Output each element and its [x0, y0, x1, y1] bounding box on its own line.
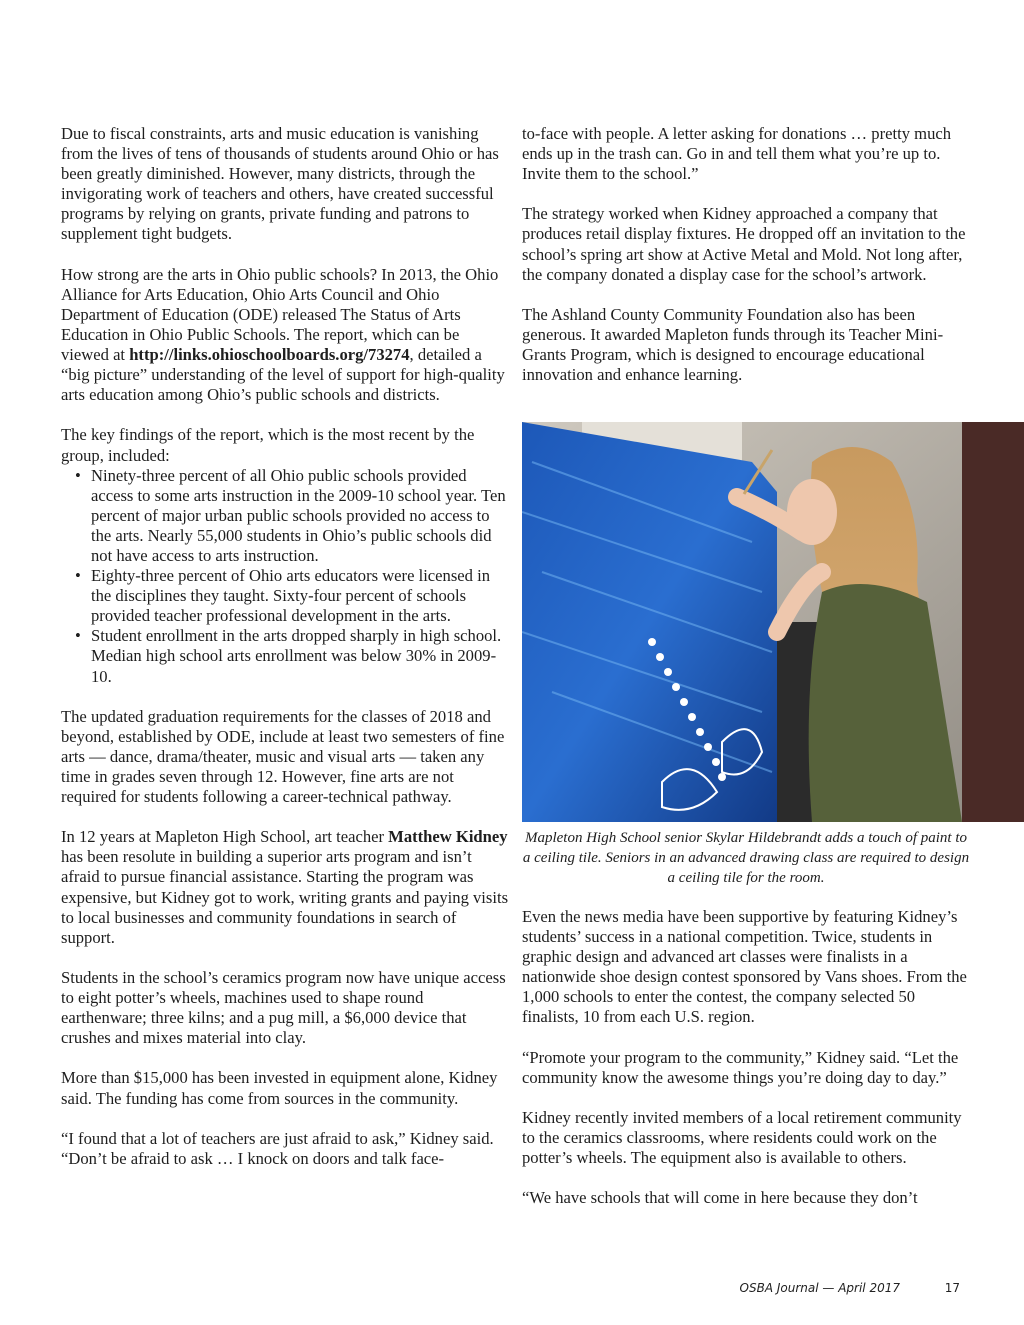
page-number: 17 [944, 1281, 960, 1295]
report-link: http://links.ohioschoolboards.org/73274 [129, 345, 410, 365]
list-item: • Ninety-three percent of all Ohio public schools provided access to some arts instruction in the 2009-10 school year. Ten percent of major urban public schools provided no access to the arts. Nearly 55,000 students in Ohio’s public schools did not have access to arts instruction. [61, 466, 511, 566]
strategy-paragraph: The strategy worked when Kidney approached a company that produces retail display fixtures. He dropped off an invitation to the school’s spring art show at Active Metal and Mold. Not long after, the company donated a display case for the school’s artwork. [522, 204, 966, 284]
findings-list [61, 466, 511, 687]
quote-paragraph: “I found that a lot of teachers are just afraid to ask,” Kidney said. “Don’t be afraid to ask … I knock on doors and talk face- [61, 1128, 494, 1168]
kidney-text-a: In 12 years at Mapleton High School, art teacher [61, 827, 389, 847]
student-painting-photo [522, 422, 1024, 822]
media-paragraph: Even the news media have been supportive by featuring Kidney’s students’ success in a national competition. Twice, students in graphic design and advanced art classes were finalists in a nationwide shoe design contest sponsored by Vans shoes. From the 1,000 schools to enter the contest, the company selected 50 finalists, 10 from each U.S. region. [522, 907, 967, 1027]
foundation-paragraph: The Ashland County Community Foundation also has been generous. It awarded Mapleton funds through its Teacher Mini-Grants Program, which is designed to encourage educational innovation and enhance learning. [522, 304, 944, 385]
left-column [61, 124, 511, 1189]
ceramics-paragraph: Students in the school’s ceramics program now have unique access to eight potter’s wheels, machines used to shape round earthenware; three kilns; and a pug mill, a $6,000 device that crushes and mixes material into clay. [61, 967, 506, 1048]
face-to-face-paragraph: to-face with people. A letter asking for donations … pretty much ends up in the trash can. Go in and tell them what you’re up to. Invite them to the school.” [522, 124, 952, 184]
right-column-bottom [522, 907, 970, 1229]
funding-paragraph: More than $15,000 has been invested in equipment alone, Kidney said. The funding has come from sources in the community. [61, 1068, 498, 1108]
kidney-text-b: has been resolute in building a superior arts program and isn’t afraid to pursue financial assistance. Starting the program was expensive, but Kidney got to work, writing grants and paying visits to local businesses and community foundations in search of support. [61, 847, 509, 947]
list-item: • Student enrollment in the arts dropped sharply in high school. Median high school arts enrollment was below 30% in 2009-10. [61, 626, 511, 686]
right-column-top [522, 124, 970, 405]
report-text-b: , detailed a “big picture” understanding of the level of support for high-quality arts education among Ohio’s public schools and districts. [61, 345, 505, 405]
list-item: • Eighty-three percent of Ohio arts educators were licensed in the disciplines they taught. Sixty-four percent of schools provided teacher professional development in the arts. [61, 566, 511, 626]
graduation-paragraph: The updated graduation requirements for the classes of 2018 and beyond, established by ODE, include at least two semesters of fine arts — dance, drama/theater, music and visual arts — taken any time in grades seven through 12. However, fine arts are not required for students following a career-technical pathway. [61, 706, 505, 807]
report-paragraph [61, 265, 511, 406]
intro-paragraph: Due to fiscal constraints, arts and music education is vanishing from the lives of tens of thousands of students around Ohio or has been greatly diminished. However, many districts, through the invigorating work of teachers and others, have created successful programs by relying on grants, private funding and patrons to supplement tight budgets. [61, 124, 499, 244]
report-text-a: How strong are the arts in Ohio public schools? In 2013, the Ohio Alliance for Arts Education, Ohio Arts Council and Ohio Department of Education (ODE) released The Status of Arts Education in Ohio Public Schools. The report, which can be viewed at [61, 264, 499, 365]
photo-caption: Mapleton High School senior Skylar Hildebrandt adds a touch of paint to a ceiling tile. Seniors in an advanced drawing class are required to design a ceiling tile for the room. [522, 830, 970, 887]
retirement-paragraph: Kidney recently invited members of a local retirement community to the ceramics classrooms, where residents could work on the potter’s wheels. The equipment also is available to others. [522, 1107, 962, 1168]
teacher-name: Matthew Kidney [388, 827, 508, 847]
findings-intro: The key findings of the report, which is the most recent by the group, included: [61, 425, 475, 465]
journal-name: OSBA Journal — April 2017 [739, 1281, 900, 1295]
promote-quote: “Promote your program to the community,” Kidney said. “Let the community know the awesome things you’re doing day to day.” [522, 1047, 959, 1087]
kidney-paragraph [61, 827, 511, 948]
schools-paragraph: “We have schools that will come in here because they don’t [522, 1188, 918, 1208]
